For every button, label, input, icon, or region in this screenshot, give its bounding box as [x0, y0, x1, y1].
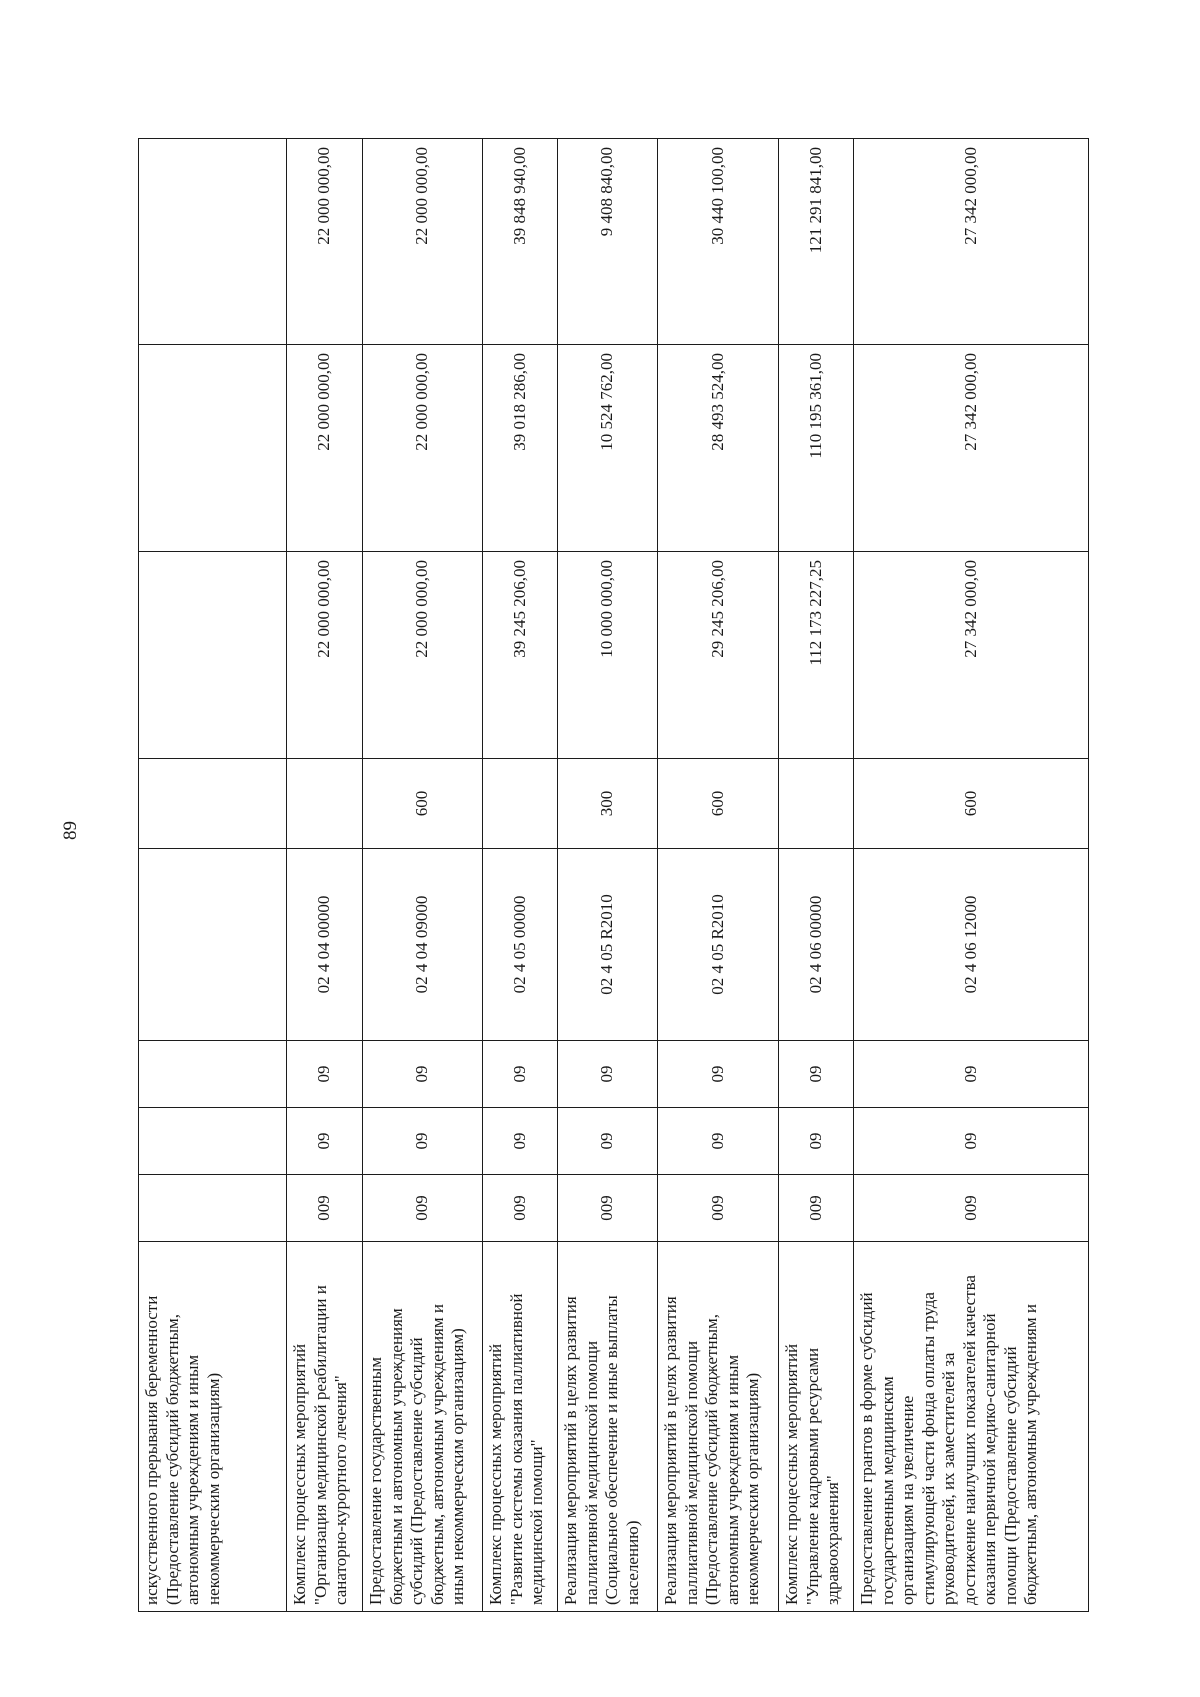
name-line: Предоставление грантов в форме субсидий: [857, 1292, 876, 1605]
row-name: [363, 1242, 483, 1612]
name-line: (Социальное обеспечение и иные выплаты: [602, 1295, 621, 1605]
vr-cell: 600: [363, 759, 483, 849]
sum1-cell: 22 000 000,00: [287, 552, 363, 759]
pr-cell: 09: [779, 1041, 854, 1108]
name-line: искусственного прерывания беременности: [142, 1295, 161, 1605]
rz-cell: 09: [854, 1108, 1089, 1175]
sum3-cell: 9 408 840,00: [558, 139, 658, 345]
sum1-cell: [139, 552, 287, 759]
name-line: санаторно-курортного лечения": [331, 1375, 350, 1605]
grbs-cell: 009: [658, 1175, 779, 1242]
sum1-cell: 27 342 000,00: [854, 552, 1089, 759]
sum2-cell: 27 342 000,00: [854, 345, 1089, 552]
vr-cell: 600: [658, 759, 779, 849]
page-number: 89: [60, 821, 81, 840]
name-line: населению): [622, 1520, 642, 1605]
sum1-cell: 39 245 206,00: [483, 552, 558, 759]
name-line: Реализация мероприятий в целях развития: [561, 1296, 580, 1605]
grbs-cell: 009: [363, 1175, 483, 1242]
name-line: Комплекс процессных мероприятий: [486, 1343, 505, 1605]
table-row: [854, 139, 1089, 1612]
name-line: Комплекс процессных мероприятий: [782, 1343, 801, 1605]
sum3-cell: 39 848 940,00: [483, 139, 558, 345]
name-line: иным некоммерческим организациям): [448, 1328, 467, 1605]
pr-cell: 09: [483, 1041, 558, 1108]
sum2-cell: 22 000 000,00: [363, 345, 483, 552]
sum2-cell: 39 018 286,00: [483, 345, 558, 552]
name-line: достижение наилучших показателей качества: [959, 1275, 979, 1605]
vr-cell: [139, 759, 287, 849]
table-row: [483, 139, 558, 1612]
name-line: бюджетным и автономным учреждениям: [386, 1308, 406, 1605]
name-line: Комплекс процессных мероприятий: [290, 1343, 309, 1605]
csr-cell: 02 4 05 R2010: [558, 849, 658, 1041]
pr-cell: 09: [854, 1041, 1089, 1108]
vr-cell: 300: [558, 759, 658, 849]
sum3-cell: 22 000 000,00: [363, 139, 483, 345]
csr-cell: 02 4 04 00000: [287, 849, 363, 1041]
row-name: [483, 1242, 558, 1612]
csr-cell: 02 4 06 12000: [854, 849, 1089, 1041]
sum3-cell: 22 000 000,00: [287, 139, 363, 345]
vr-cell: [483, 759, 558, 849]
name-line: Реализация мероприятий в целях развития: [661, 1296, 680, 1605]
csr-cell: [139, 849, 287, 1041]
grbs-cell: 009: [854, 1175, 1089, 1242]
name-line: помощи (Предоставление субсидий: [1000, 1346, 1020, 1605]
name-line: автономным учреждениям и иным: [183, 1354, 202, 1605]
budget-table: [138, 138, 1089, 1612]
name-line: руководителей, их заместителей за: [939, 1352, 958, 1605]
sum2-cell: 22 000 000,00: [287, 345, 363, 552]
row-name: [139, 1242, 287, 1612]
name-line: паллиативной медицинской помощи: [581, 1340, 601, 1605]
csr-cell: 02 4 04 09000: [363, 849, 483, 1041]
name-line: паллиативной медицинской помощи: [681, 1340, 701, 1605]
csr-cell: 02 4 05 R2010: [658, 849, 779, 1041]
row-name: [854, 1242, 1089, 1612]
rz-cell: 09: [658, 1108, 779, 1175]
name-line: некоммерческим организациям): [203, 1372, 223, 1605]
row-name: [779, 1242, 854, 1612]
sum1-cell: 22 000 000,00: [363, 552, 483, 759]
table-row: [287, 139, 363, 1612]
sum1-cell: 112 173 227,25: [779, 552, 854, 759]
sum1-cell: 29 245 206,00: [658, 552, 779, 759]
pr-cell: 09: [363, 1041, 483, 1108]
name-line: "Организация медицинской реабилитации и: [310, 1285, 330, 1605]
sum2-cell: 28 493 524,00: [658, 345, 779, 552]
name-line: бюджетным, автономным учреждениям и: [427, 1304, 447, 1605]
pr-cell: 09: [558, 1041, 658, 1108]
grbs-cell: 009: [287, 1175, 363, 1242]
vr-cell: [287, 759, 363, 849]
grbs-cell: 009: [558, 1175, 658, 1242]
name-line: (Предоставление субсидий бюджетным,: [162, 1313, 182, 1605]
sum2-cell: 10 524 762,00: [558, 345, 658, 552]
pr-cell: 09: [658, 1041, 779, 1108]
name-line: автономным учреждениям и иным: [722, 1354, 742, 1605]
row-name: [558, 1242, 658, 1612]
sum3-cell: 30 440 100,00: [658, 139, 779, 345]
name-line: "Развитие системы оказания паллиативной: [506, 1293, 526, 1605]
sum2-cell: [139, 345, 287, 552]
vr-cell: [779, 759, 854, 849]
csr-cell: 02 4 06 00000: [779, 849, 854, 1041]
csr-cell: 02 4 05 00000: [483, 849, 558, 1041]
table-row: [363, 139, 483, 1612]
sum1-cell: 10 000 000,00: [558, 552, 658, 759]
rz-cell: 09: [483, 1108, 558, 1175]
table-row: [658, 139, 779, 1612]
name-line: оказания первичной медико-санитарной: [980, 1313, 999, 1605]
vr-cell: 600: [854, 759, 1089, 849]
name-line: субсидий (Предоставление субсидий: [407, 1337, 426, 1605]
row-name: [658, 1242, 779, 1612]
name-line: (Предоставление субсидий бюджетным,: [702, 1313, 721, 1605]
budget-table-rotated: [138, 139, 1088, 1612]
sum2-cell: 110 195 361,00: [779, 345, 854, 552]
table-row: [779, 139, 854, 1612]
sum3-cell: 27 342 000,00: [854, 139, 1089, 345]
name-line: государственным медицинским: [877, 1376, 897, 1605]
grbs-cell: 009: [483, 1175, 558, 1242]
rz-cell: [139, 1108, 287, 1175]
table-row: [558, 139, 658, 1612]
sum3-cell: 121 291 841,00: [779, 139, 854, 345]
name-line: здравоохранения": [823, 1475, 842, 1605]
rz-cell: 09: [363, 1108, 483, 1175]
grbs-cell: 009: [779, 1175, 854, 1242]
pr-cell: 09: [287, 1041, 363, 1108]
name-line: некоммерческим организациям): [743, 1372, 762, 1605]
name-line: медицинской помощи": [527, 1439, 546, 1605]
rz-cell: 09: [558, 1108, 658, 1175]
table-row: [139, 139, 287, 1612]
rz-cell: 09: [287, 1108, 363, 1175]
name-line: стимулирующей части фонда оплаты труда: [918, 1292, 938, 1605]
name-line: бюджетным, автономным учреждениям и: [1021, 1304, 1040, 1605]
sum3-cell: [139, 139, 287, 345]
grbs-cell: [139, 1175, 287, 1242]
rz-cell: 09: [779, 1108, 854, 1175]
name-line: организациям на увеличение: [898, 1395, 917, 1605]
row-name: [287, 1242, 363, 1612]
pr-cell: [139, 1041, 287, 1108]
name-line: Предоставление государственным: [366, 1357, 385, 1605]
name-line: "Управление кадровыми ресурсами: [802, 1347, 822, 1605]
